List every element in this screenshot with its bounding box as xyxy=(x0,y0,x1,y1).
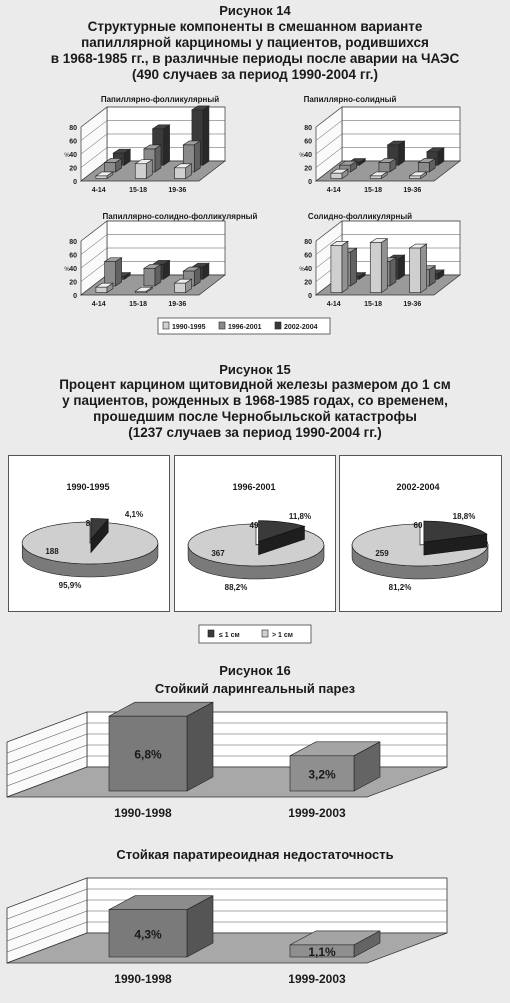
y-tick-label: 60 xyxy=(304,252,312,260)
cube-1990-1998 xyxy=(109,896,213,957)
y-tick-label: 0 xyxy=(308,293,312,300)
x-tick-label: 4-14 xyxy=(326,301,341,308)
pie-percent-label: 88,2% xyxy=(224,583,248,592)
pie-count-label: 259 xyxy=(375,549,389,558)
value-label: 1,1% xyxy=(308,944,336,959)
x-tick-label: 4-14 xyxy=(91,187,106,194)
chart-title: Стойкий ларингеальный парез xyxy=(154,681,356,696)
legend-label: > 1 см xyxy=(272,632,293,639)
x-tick-label: 1990-1998 xyxy=(114,806,172,820)
y-tick-label: 40 xyxy=(69,266,77,273)
y-tick-label: 20 xyxy=(304,165,312,173)
y-tick-label: 80 xyxy=(69,239,77,246)
y-axis-label: % xyxy=(64,153,70,159)
y-tick-label: 60 xyxy=(304,138,312,146)
figure-14-title-line: Структурные компоненты в смешанном варианте xyxy=(87,19,423,34)
y-tick-label: 80 xyxy=(304,239,312,246)
pie-count-label: 49 xyxy=(249,521,259,530)
x-tick-label: 15-18 xyxy=(364,187,382,194)
chart-title: Папиллярно-солидный xyxy=(303,95,397,104)
figure-15-title-line: у пациентов, рожденных в 1968-1985 годах, со временем, xyxy=(62,393,448,408)
figure-14-title-line: (490 случаев за период 1990-2004 гг.) xyxy=(132,67,378,82)
y-tick-label: 20 xyxy=(304,279,312,287)
y-tick-label: 20 xyxy=(69,165,77,173)
y-tick-label: 0 xyxy=(73,179,77,186)
pie-title: 1996-2001 xyxy=(232,482,276,492)
chart-title: Стойкая паратиреоидная недостаточность xyxy=(116,847,394,862)
cube-1990-1998 xyxy=(109,702,213,791)
y-axis-label: % xyxy=(64,267,70,273)
legend-label: ≤ 1 см xyxy=(219,632,240,639)
y-tick-label: 80 xyxy=(304,125,312,132)
cube-chart-3d xyxy=(7,681,447,820)
figure-14-title-line: в 1968-1985 гг., в различные периоды после аварии на ЧАЭС xyxy=(50,51,460,66)
y-tick-label: 0 xyxy=(308,179,312,186)
bar-side xyxy=(187,702,213,791)
y-axis-label: % xyxy=(299,267,305,273)
pie-percent-label: 95,9% xyxy=(58,581,82,590)
figure-15-title-line: (1237 случаев за период 1990-2004 гг.) xyxy=(128,425,382,440)
value-label: 4,3% xyxy=(134,927,162,942)
figure-15-title-line: Процент карцином щитовидной железы размером до 1 см xyxy=(59,377,451,392)
y-tick-label: 20 xyxy=(69,279,77,287)
x-tick-label: 1990-1998 xyxy=(114,972,172,986)
chart-title: Папиллярно-фолликулярный xyxy=(100,95,220,104)
figure-14-title-line: папиллярной карциномы у пациентов, родившихся xyxy=(81,35,429,50)
legend-label: 2002-2004 xyxy=(284,324,318,331)
pie-percent-label: 4,1% xyxy=(124,510,144,519)
figure-15-title-line: прошедшим после Чернобыльской катастрофы xyxy=(93,409,417,424)
pie-percent-label: 81,2% xyxy=(388,583,412,592)
pie-percent-label: 11,8% xyxy=(288,512,312,521)
y-tick-label: 40 xyxy=(69,152,77,159)
x-tick-label: 1999-2003 xyxy=(288,806,346,820)
y-tick-label: 60 xyxy=(69,138,77,146)
y-tick-label: 80 xyxy=(69,125,77,132)
pie-percent-label: 18,8% xyxy=(452,512,476,521)
figure-14-label: Рисунок 14 xyxy=(219,3,291,18)
x-tick-label: 15-18 xyxy=(129,301,147,308)
x-tick-label: 19-36 xyxy=(168,301,187,308)
x-tick-label: 1999-2003 xyxy=(288,972,346,986)
pie-count-label: 8 xyxy=(85,519,91,528)
legend-label: 1990-1995 xyxy=(172,324,206,331)
pie-count-label: 60 xyxy=(413,521,423,530)
y-axis-label: % xyxy=(299,153,305,159)
cube-chart-3d xyxy=(7,847,447,986)
figure-15-label: Рисунок 15 xyxy=(219,362,291,377)
cube-1999-2003 xyxy=(290,742,380,791)
legend-label: 1996-2001 xyxy=(228,324,262,331)
x-tick-label: 15-18 xyxy=(364,301,382,308)
value-label: 3,2% xyxy=(308,767,336,782)
x-tick-label: 19-36 xyxy=(403,301,422,308)
x-tick-label: 19-36 xyxy=(168,187,187,194)
figure-16-label: Рисунок 16 xyxy=(219,663,291,678)
chart-title: Папиллярно-солидно-фолликулярный xyxy=(102,212,258,221)
x-tick-label: 15-18 xyxy=(129,187,147,194)
chart-title: Солидно-фолликулярный xyxy=(307,212,413,221)
pie-count-label: 367 xyxy=(211,549,225,558)
pie-count-label: 188 xyxy=(45,547,59,556)
pie-title: 2002-2004 xyxy=(396,482,440,492)
x-tick-label: 4-14 xyxy=(91,301,106,308)
value-label: 6,8% xyxy=(134,747,162,762)
pie-title: 1990-1995 xyxy=(66,482,110,492)
x-tick-label: 19-36 xyxy=(403,187,422,194)
y-tick-label: 40 xyxy=(304,152,312,159)
y-tick-label: 0 xyxy=(73,293,77,300)
y-tick-label: 40 xyxy=(304,266,312,273)
x-tick-label: 4-14 xyxy=(326,187,341,194)
y-tick-label: 60 xyxy=(69,252,77,260)
